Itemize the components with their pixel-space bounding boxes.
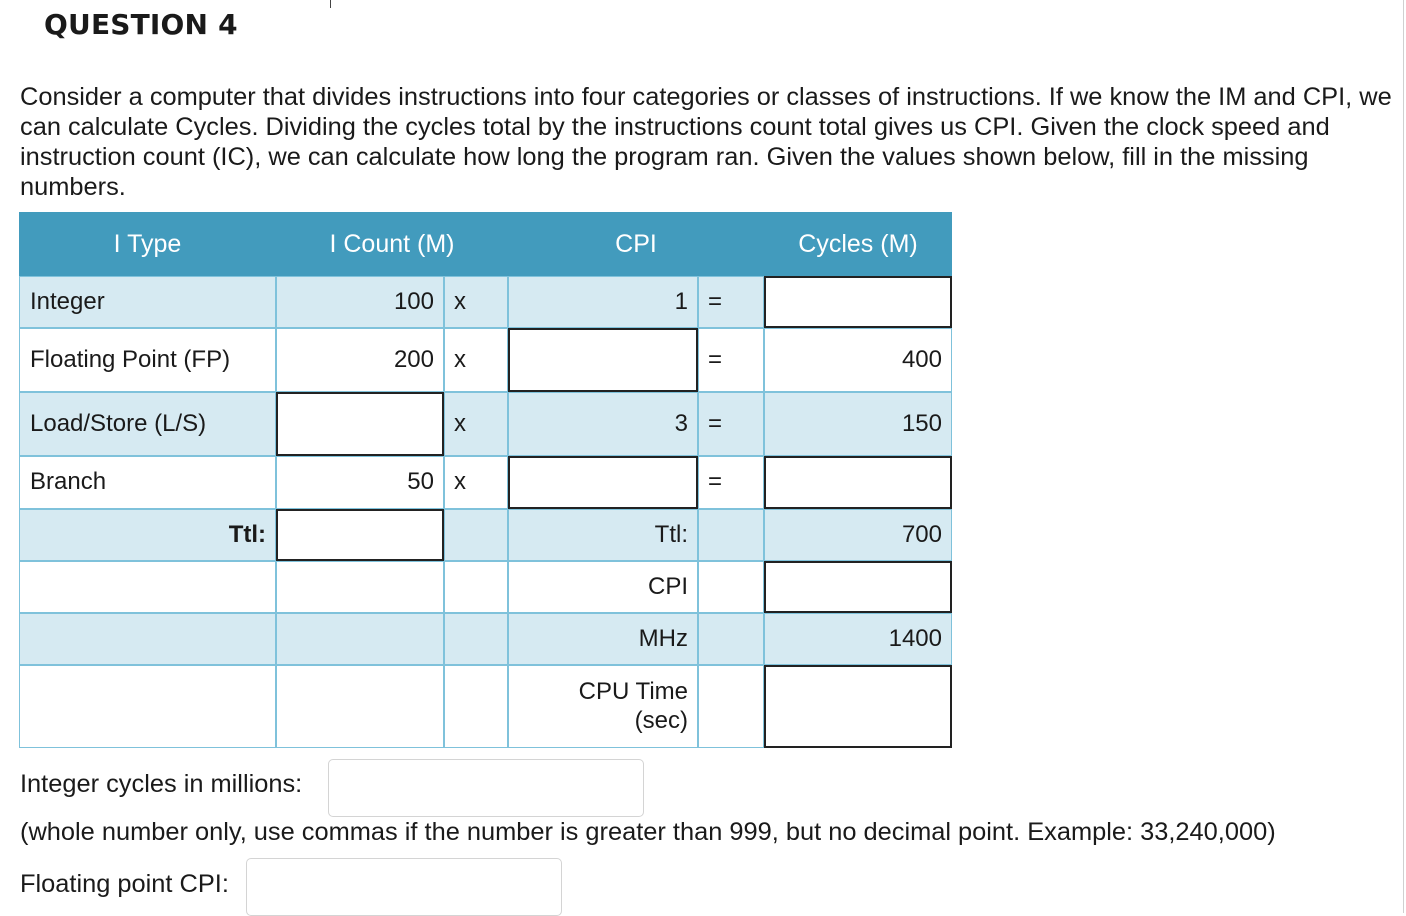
multiply-sign: x <box>454 468 466 496</box>
cycles-value: 400 <box>901 345 942 373</box>
equals-sign: = <box>708 468 723 496</box>
cpi-input[interactable] <box>508 456 698 509</box>
cpu-time-input[interactable] <box>764 665 952 748</box>
header-itype: I Type <box>113 230 182 258</box>
icount-value: 200 <box>393 345 434 373</box>
header-cycles: Cycles (M) <box>798 230 918 258</box>
itype-label: Branch <box>30 468 107 496</box>
instruction-table <box>19 212 952 748</box>
cpu-time-label-line2: (sec) <box>634 706 688 734</box>
fp-cpi-label: Floating point CPI: <box>20 870 229 898</box>
cpi-total-label: CPI <box>647 572 688 600</box>
cycles-input[interactable] <box>764 276 952 328</box>
multiply-sign: x <box>454 287 466 315</box>
mhz-value: 1400 <box>888 624 942 652</box>
top-tick-mark <box>330 0 331 8</box>
count-total-input[interactable] <box>276 509 444 561</box>
icount-value: 50 <box>407 468 434 496</box>
cpu-time-label <box>508 665 698 748</box>
integer-cycles-note: (whole number only, use commas if the number is greater than 999, but no decimal point. Example: 33,240,000) <box>20 818 1276 846</box>
header-icount: I Count (M) <box>329 230 455 258</box>
multiply-sign: x <box>454 409 466 437</box>
itype-label: Integer <box>30 287 105 315</box>
icount-value: 100 <box>393 287 434 315</box>
cpi-input[interactable] <box>508 328 698 392</box>
mhz-label: MHz <box>638 624 688 652</box>
cycles-total-value: 700 <box>901 520 942 548</box>
question-instructions: Consider a computer that divides instructions into four categories or classes of instructions. If we know the IM and CPI, we can calculate Cycles. Dividing the cycles total by the instructions count total gives us CPI. Given the clock speed and instruction count (IC), we can calculate how long the program ran. Given the values shown below, fill in the missing numbers. <box>20 83 1392 201</box>
header-cpi: CPI <box>615 230 657 258</box>
cycles-input[interactable] <box>764 456 952 509</box>
equals-sign: = <box>708 409 723 437</box>
cycles-value: 150 <box>901 409 942 437</box>
total-label-right: Ttl: <box>654 520 688 548</box>
cpu-time-label-line1: CPU Time <box>578 677 688 705</box>
itype-label: Floating Point (FP) <box>30 345 231 373</box>
total-label-left: Ttl: <box>228 520 266 548</box>
integer-cycles-input[interactable] <box>328 759 644 817</box>
itype-label: Load/Store (L/S) <box>30 409 207 437</box>
cpi-total-input[interactable] <box>764 561 952 613</box>
multiply-sign: x <box>454 345 466 373</box>
question-title: QUESTION 4 <box>44 8 238 41</box>
fp-cpi-input[interactable] <box>246 858 562 916</box>
cpi-value: 3 <box>674 409 688 437</box>
equals-sign: = <box>708 345 723 373</box>
integer-cycles-label: Integer cycles in millions: <box>20 770 303 798</box>
cpi-value: 1 <box>674 287 688 315</box>
icount-input[interactable] <box>276 392 444 456</box>
equals-sign: = <box>708 287 723 315</box>
